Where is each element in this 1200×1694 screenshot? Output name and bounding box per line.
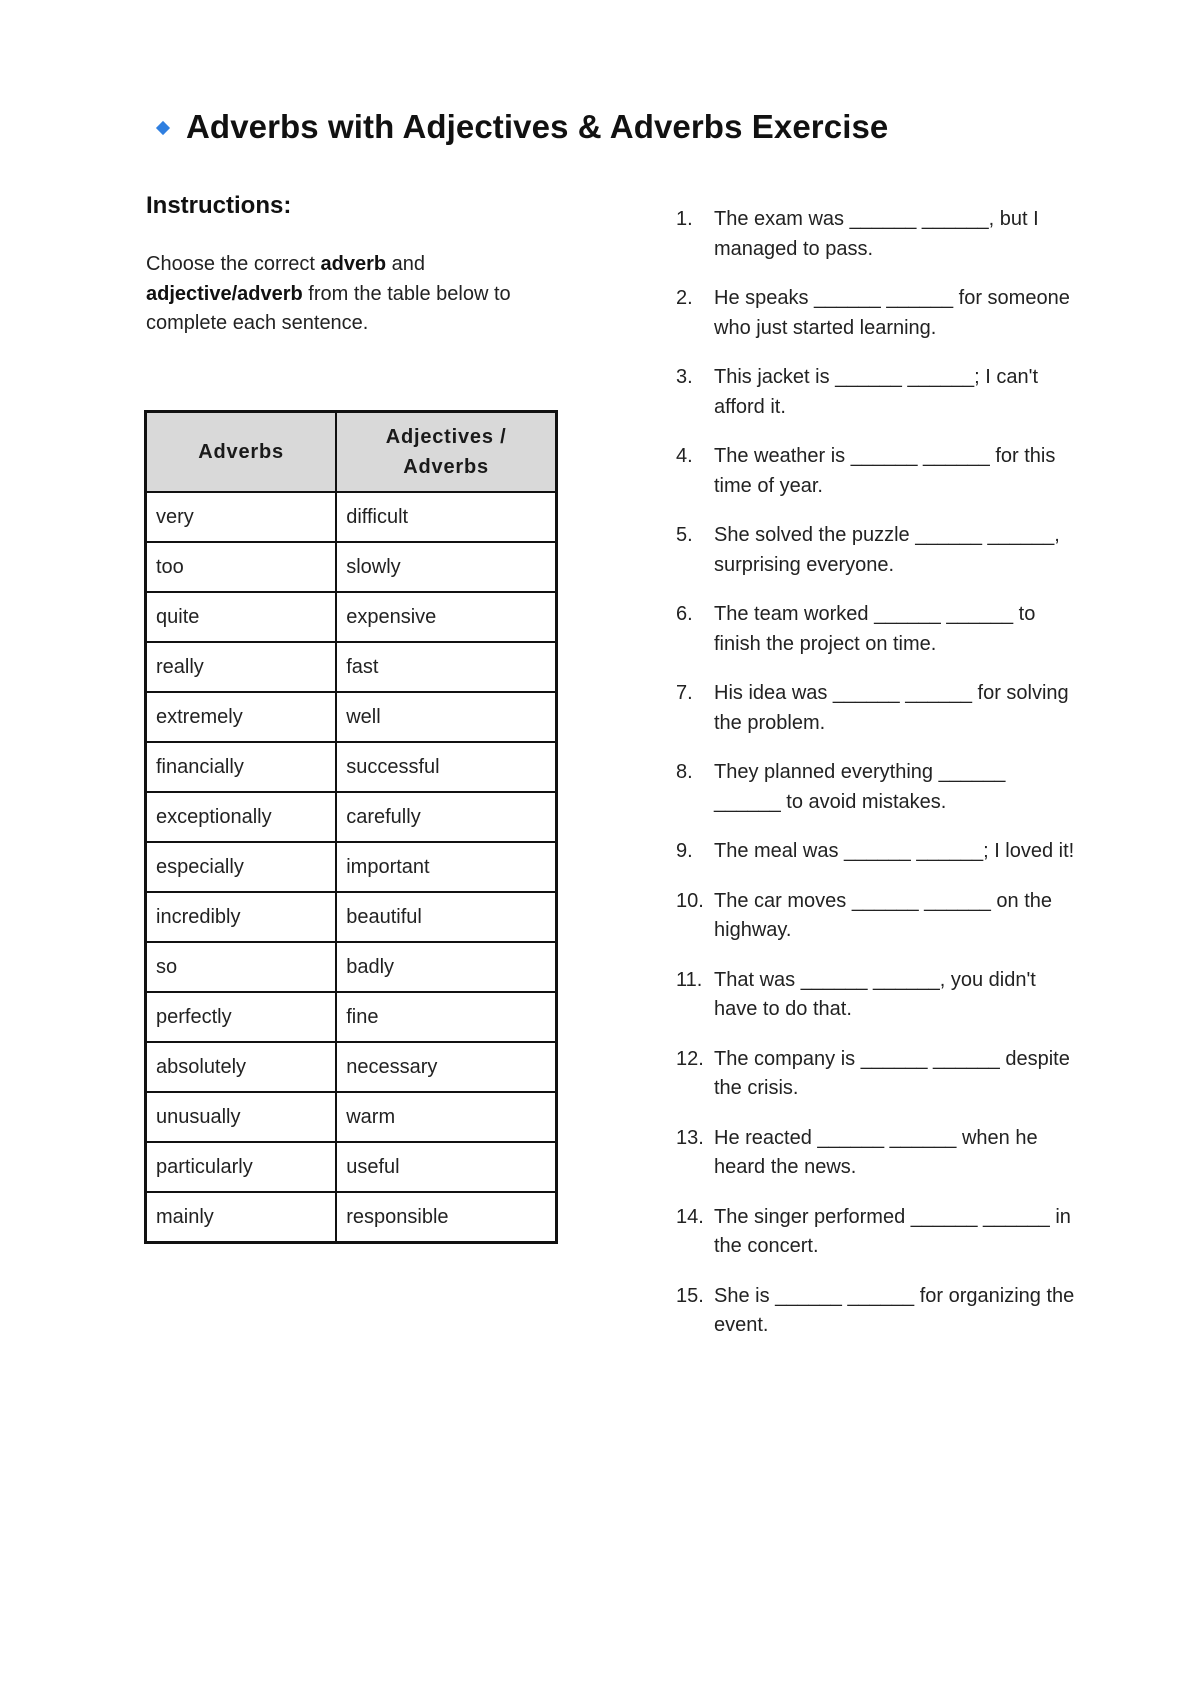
instructions-text	[146, 250, 566, 339]
question-item	[676, 1045, 1076, 1104]
instructions-heading: Instructions:	[146, 192, 292, 219]
table-row	[146, 892, 557, 942]
question-text: The car moves ______ ______ on the highway.	[714, 889, 1053, 941]
question-text: The meal was ______ ______; I loved it!	[714, 840, 1075, 862]
question-text: She solved the puzzle ______ ______, surprising everyone.	[714, 524, 1060, 576]
adverb-cell: especially	[146, 842, 337, 892]
adverb-cell: unusually	[146, 1092, 337, 1142]
question-number: 3.	[676, 366, 693, 388]
question-number: 8.	[676, 761, 693, 783]
question-text: He speaks ______ ______ for someone who just started learning.	[714, 287, 1070, 339]
question-number: 13.	[676, 1126, 704, 1149]
question-text: That was ______ ______, you didn't have to do that.	[714, 968, 1036, 1020]
question-list	[676, 205, 1076, 1361]
question-text: The exam was ______ ______, but I managed to pass.	[714, 208, 1039, 260]
question-item	[676, 1124, 1076, 1183]
question-item	[676, 363, 1076, 422]
adverb-cell: perfectly	[146, 992, 337, 1042]
adjective-adverb-cell: beautiful	[336, 892, 556, 942]
question-text: The weather is ______ ______ for this time of year.	[714, 445, 1056, 497]
table-row	[146, 692, 557, 742]
title-text: Adverbs with Adjectives & Adverbs Exercise	[186, 108, 889, 145]
question-item	[676, 966, 1076, 1025]
adjective-adverb-cell: badly	[336, 942, 556, 992]
table-row	[146, 1092, 557, 1142]
question-item	[676, 600, 1076, 659]
word-table	[144, 410, 558, 1244]
table-body	[146, 492, 557, 1243]
adverb-cell: particularly	[146, 1142, 337, 1192]
question-number: 5.	[676, 524, 693, 546]
question-text: They planned everything ______ ______ to avoid mistakes.	[714, 761, 1006, 813]
question-text: His idea was ______ ______ for solving the problem.	[714, 682, 1069, 734]
adjective-adverb-cell: expensive	[336, 592, 556, 642]
page-title	[158, 108, 888, 146]
table-row	[146, 792, 557, 842]
question-text: The singer performed ______ ______ in the concert.	[714, 1205, 1071, 1257]
question-number: 14.	[676, 1205, 704, 1228]
diamond-bullet-icon	[156, 121, 170, 135]
table-row	[146, 542, 557, 592]
table-header-row	[146, 412, 557, 493]
adjective-adverb-cell: fine	[336, 992, 556, 1042]
question-item	[676, 758, 1076, 817]
question-item	[676, 1282, 1076, 1341]
adjective-adverb-cell: slowly	[336, 542, 556, 592]
question-item	[676, 205, 1076, 264]
question-number: 15.	[676, 1284, 704, 1307]
table-row	[146, 642, 557, 692]
adverb-cell: too	[146, 542, 337, 592]
adverb-cell: quite	[146, 592, 337, 642]
table-row	[146, 1042, 557, 1092]
adjective-adverb-cell: necessary	[336, 1042, 556, 1092]
adverb-cell: extremely	[146, 692, 337, 742]
table-row	[146, 1192, 557, 1243]
header-adverbs: Adverbs	[146, 412, 337, 493]
question-number: 4.	[676, 445, 693, 467]
question-item	[676, 442, 1076, 501]
instructions-text-2: and	[386, 253, 426, 275]
adverb-cell: mainly	[146, 1192, 337, 1243]
adverb-cell: very	[146, 492, 337, 542]
instructions-bold-1: adverb	[320, 253, 387, 275]
question-item	[676, 837, 1076, 867]
question-number: 12.	[676, 1047, 704, 1070]
question-number: 11.	[676, 968, 703, 991]
question-text: This jacket is ______ ______; I can't afford it.	[714, 366, 1039, 418]
adverb-cell: exceptionally	[146, 792, 337, 842]
question-item	[676, 284, 1076, 343]
table-row	[146, 492, 557, 542]
question-item	[676, 521, 1076, 580]
instructions-text-3: from the table below to complete each sentence.	[146, 282, 511, 334]
question-number: 10.	[676, 889, 704, 912]
instructions-text-1: Choose the correct	[146, 253, 321, 275]
question-number: 9.	[676, 840, 693, 862]
question-item	[676, 1203, 1076, 1262]
question-text: The company is ______ ______ despite the crisis.	[714, 1047, 1070, 1099]
adjective-adverb-cell: useful	[336, 1142, 556, 1192]
adverb-cell: absolutely	[146, 1042, 337, 1092]
adverb-cell: really	[146, 642, 337, 692]
adjective-adverb-cell: fast	[336, 642, 556, 692]
adjective-adverb-cell: warm	[336, 1092, 556, 1142]
instructions-section	[146, 192, 566, 339]
question-number: 7.	[676, 682, 693, 704]
table-row	[146, 942, 557, 992]
adjective-adverb-cell: well	[336, 692, 556, 742]
header-adjectives-adverbs: Adjectives / Adverbs	[336, 412, 556, 493]
adjective-adverb-cell: carefully	[336, 792, 556, 842]
question-number: 2.	[676, 287, 693, 309]
question-text: She is ______ ______ for organizing the event.	[714, 1284, 1075, 1336]
adverb-cell: incredibly	[146, 892, 337, 942]
adverb-cell: so	[146, 942, 337, 992]
adverb-cell: financially	[146, 742, 337, 792]
adjective-adverb-cell: successful	[336, 742, 556, 792]
table-row	[146, 1142, 557, 1192]
question-number: 6.	[676, 603, 693, 625]
question-item	[676, 679, 1076, 738]
question-text: He reacted ______ ______ when he heard the news.	[714, 1126, 1038, 1178]
adjective-adverb-cell: responsible	[336, 1192, 556, 1243]
adjective-adverb-cell: important	[336, 842, 556, 892]
table-row	[146, 742, 557, 792]
question-number: 1.	[676, 208, 693, 230]
question-item	[676, 887, 1076, 946]
table-row	[146, 992, 557, 1042]
adjective-adverb-cell: difficult	[336, 492, 556, 542]
table-row	[146, 842, 557, 892]
question-text: The team worked ______ ______ to finish the project on time.	[714, 603, 1036, 655]
table-row	[146, 592, 557, 642]
instructions-bold-2: adjective/adverb	[146, 282, 303, 305]
